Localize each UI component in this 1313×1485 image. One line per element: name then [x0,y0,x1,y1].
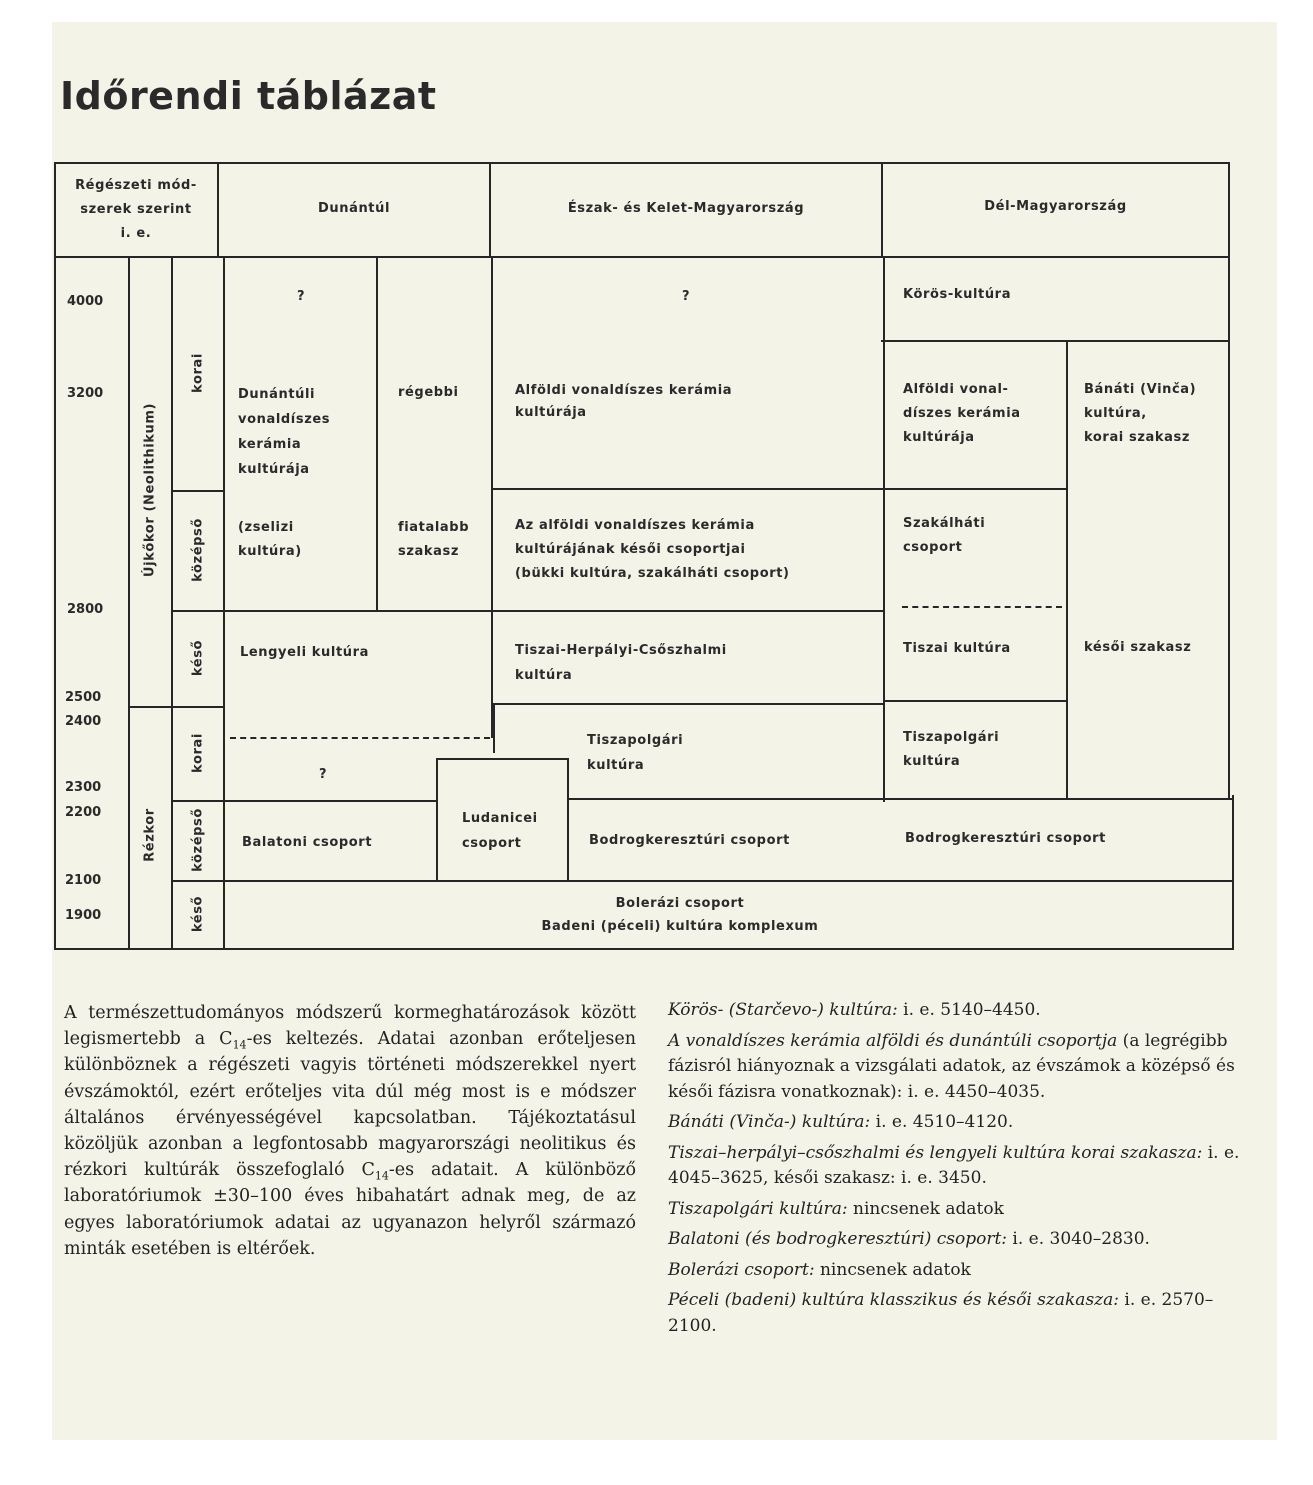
entry-text: nincsenek adatok [814,1259,971,1280]
entry-text: nincsenek adatok [847,1198,1004,1219]
entry-label: Balatoni (és bodrogkeresztúri) csoport: [668,1229,1008,1249]
table-rule [493,703,495,753]
date-entry [668,998,1240,1024]
header-methods-line: i. e. [120,226,152,241]
table-rule [171,610,225,612]
body-text: -es adatait. A különböző laboratóriumok ±30–100 éves hibahatárt adnak meg, de az egyes laboratóriumok adatai az ugyanazon helyről származó minták esetében is eltérőek. [64,1160,636,1259]
cell-koros: Körös-kultúra [903,287,1012,302]
cell-line: fiatalabb [398,520,470,535]
date-entry [668,1141,1240,1192]
cell-bodrogkereszturi: Bodrogkeresztúri csoport [589,833,790,848]
year-label: 2200 [65,805,102,820]
body-text-left [64,1000,636,1262]
table-rule [883,256,885,802]
cell-dunantuli-vonaldiszes [238,382,330,482]
cell-unknown: ? [297,289,306,304]
phase-label: korai [190,733,206,773]
cell-line: kerámia [238,437,302,452]
cell-line: (bükki kultúra, szakálháti csoport) [515,566,790,581]
cell-alfoldi-vonaldiszes [515,380,732,424]
entry-text: (a legrégibb fázisról hiányoznak a vizsgálati adatok, az évszámok a középső és késői fázisra vonatkoznak): i. e. 4450–4035. [668,1030,1235,1102]
cell-szakalhati [903,512,985,560]
entry-text: i. e. 3040–2830. [1007,1229,1150,1249]
table-rule [171,256,173,950]
cell-balatoni: Balatoni csoport [242,835,373,850]
table-rule [883,488,1068,490]
cell-bodrogkereszturi-del: Bodrogkeresztúri csoport [905,831,1106,846]
cell-line: kultúrája [515,405,587,420]
body-text: -es keltezés. Adatai azonban erőteljesen különböznek a régészeti vagyis történeti módszerekkel nyert évszámoktól, ezért erőteljes vita dúl még most is e módszer általános érvényességével kapcsolatban. Tájékoztatásul közöljük azonban a legfontosabb magyarországi neolitikus és rézkori kultúrák összefoglaló C [64,1029,636,1181]
table-rule [493,703,885,705]
cell-line: Szakálháti [903,516,986,531]
header-methods-line: szerek szerint [80,202,192,217]
entry-label: Tiszapolgári kultúra: [668,1198,848,1219]
cell-line: kultúra [515,668,573,683]
cell-line: Ludanicei [462,811,538,826]
phase-label: korai [190,353,206,393]
cell-line: csoport [903,540,963,555]
table-border [54,162,1230,164]
year-label: 2100 [65,873,102,888]
date-entry [668,1110,1240,1136]
cell-ludanicei [462,806,538,856]
cell-lengyeli: Lengyeli kultúra [240,645,369,660]
year-label: 1900 [65,908,102,923]
period-neolithic: Újkőkor (Neolithikum) [142,402,158,578]
table-rule [567,758,569,882]
cell-line: díszes kerámia [903,406,1021,421]
year-label: 2800 [67,602,104,617]
year-label: 4000 [67,294,104,309]
cell-line: korai szakasz [1084,430,1190,445]
phase-label: középső [190,518,206,582]
date-entry [668,1227,1240,1253]
cell-line: Bolerázi csoport [615,896,745,911]
cell-line: Alföldi vonal- [903,382,1009,397]
cell-line: kultúrája [903,430,975,445]
cell-line: kultúra [587,758,645,773]
table-rule [171,800,225,802]
cell-line: Tiszapolgári [587,733,684,748]
cell-line: Tiszai-Herpályi-Csőszhalmi [515,643,727,658]
header-dunantul: Dunántúl [317,201,391,216]
cell-line: Alföldi vonaldíszes kerámia [515,383,733,398]
table-rule [128,256,130,950]
date-entry [668,1258,1240,1284]
cell-tiszapolgari-del [903,726,999,774]
cell-line: (zselizi [238,520,294,535]
cell-line: Tiszapolgári [903,730,1000,745]
table-rule [436,758,438,882]
cell-tiszai-herpalyi [515,638,727,688]
cell-line: kultúra) [238,544,302,559]
phase-label: középső [190,808,206,872]
table-rule [491,488,885,490]
cell-fiatalabb [398,516,469,564]
cell-regebbi: régebbi [398,385,459,400]
table-rule [171,490,225,492]
header-methods-line: Régészeti mód- [75,178,197,193]
period-copper: Rézkor [142,808,158,862]
cell-line: vonaldíszes [238,412,331,427]
entry-text: i. e. 4045–3625, késői szakasz: i. e. 3450. [668,1142,1240,1188]
table-rule [223,880,1234,882]
entry-text: i. e. 4510–4120. [870,1112,1014,1132]
table-rule [223,610,493,612]
table-border [1232,795,1234,950]
year-label: 3200 [67,386,104,401]
page-title: Időrendi táblázat [60,74,437,118]
cell-line: Badeni (péceli) kultúra komplexum [541,919,819,934]
header-del: Dél-Magyarország [984,199,1127,214]
entry-text: i. e. 5140–4450. [897,1000,1041,1020]
entry-label: Körös- (Starčevo-) kultúra: [668,1000,898,1020]
cell-kesoi-szakasz: késői szakasz [1084,640,1192,655]
table-rule [567,798,1234,800]
table-rule [171,880,225,882]
cell-zselizi [238,516,302,564]
cell-line: szakasz [398,544,459,559]
cell-line: kultúrájának késői csoportjai [515,542,746,557]
cell-line: kultúrája [238,462,310,477]
cell-tiszapolgari [587,728,683,778]
cell-banati [1084,378,1196,450]
table-rule [128,706,173,708]
phase-label: késő [190,895,206,933]
body-subscript: 14 [232,1038,247,1052]
entry-text: i. e. 2570–2100. [668,1290,1214,1336]
entry-label: Péceli (badeni) kultúra klasszikus és késői szakasza: [668,1290,1119,1310]
date-entry [668,1197,1240,1223]
year-label: 2300 [65,780,102,795]
table-rule [1228,340,1230,800]
entry-label: Tiszai–herpályi–csőszhalmi és lengyeli kultúra korai szakasza: [668,1142,1203,1163]
header-eszak-kelet: Észak- és Kelet-Magyarország [567,201,805,216]
table-rule [883,700,1068,702]
table-dashed-rule [902,606,1062,608]
cell-unknown: ? [319,767,328,782]
cell-line: Az alföldi vonaldíszes kerámia [515,518,755,533]
body-subscript: 14 [374,1169,389,1183]
entry-label: A vonaldíszes kerámia alföldi és dunántúli csoportja [668,1030,1118,1051]
table-border [1228,162,1230,342]
table-rule [376,256,378,612]
table-border [54,162,56,950]
phase-label: késő [190,639,206,677]
cell-line: kultúra [903,754,961,769]
body-text-right [668,998,1240,1344]
table-rule [171,706,225,708]
table-rule [1066,340,1068,800]
table-rule [223,800,438,802]
cell-line: Dunántúli [238,387,316,402]
table-rule [436,758,569,760]
date-entry [668,1029,1240,1106]
date-entry [668,1288,1240,1339]
year-label: 2400 [65,714,102,729]
header-methods [58,174,214,246]
entry-label: Bánáti (Vinča-) kultúra: [668,1112,871,1132]
cell-line: kultúra, [1084,406,1147,421]
cell-del-alfoldi-vonaldiszes [903,378,1021,450]
table-rule [54,256,1230,258]
table-rule [223,256,225,950]
table-dashed-rule [230,737,490,739]
table-rule [491,610,885,612]
table-border [54,948,1234,950]
cell-tiszai: Tiszai kultúra [903,641,1011,656]
cell-bolerazi-badeni [440,892,920,938]
cell-line: Bánáti (Vinča) [1084,382,1197,397]
cell-unknown: ? [682,289,691,304]
cell-kesoi-csoportok [515,514,790,586]
table-rule [881,340,1230,342]
entry-label: Bolerázi csoport: [668,1259,815,1280]
body-text: A természettudományos módszerű kormeghatározások között legismertebb a C [64,1003,636,1050]
cell-line: csoport [462,836,522,851]
year-label: 2500 [65,690,102,705]
table-rule [491,256,493,738]
